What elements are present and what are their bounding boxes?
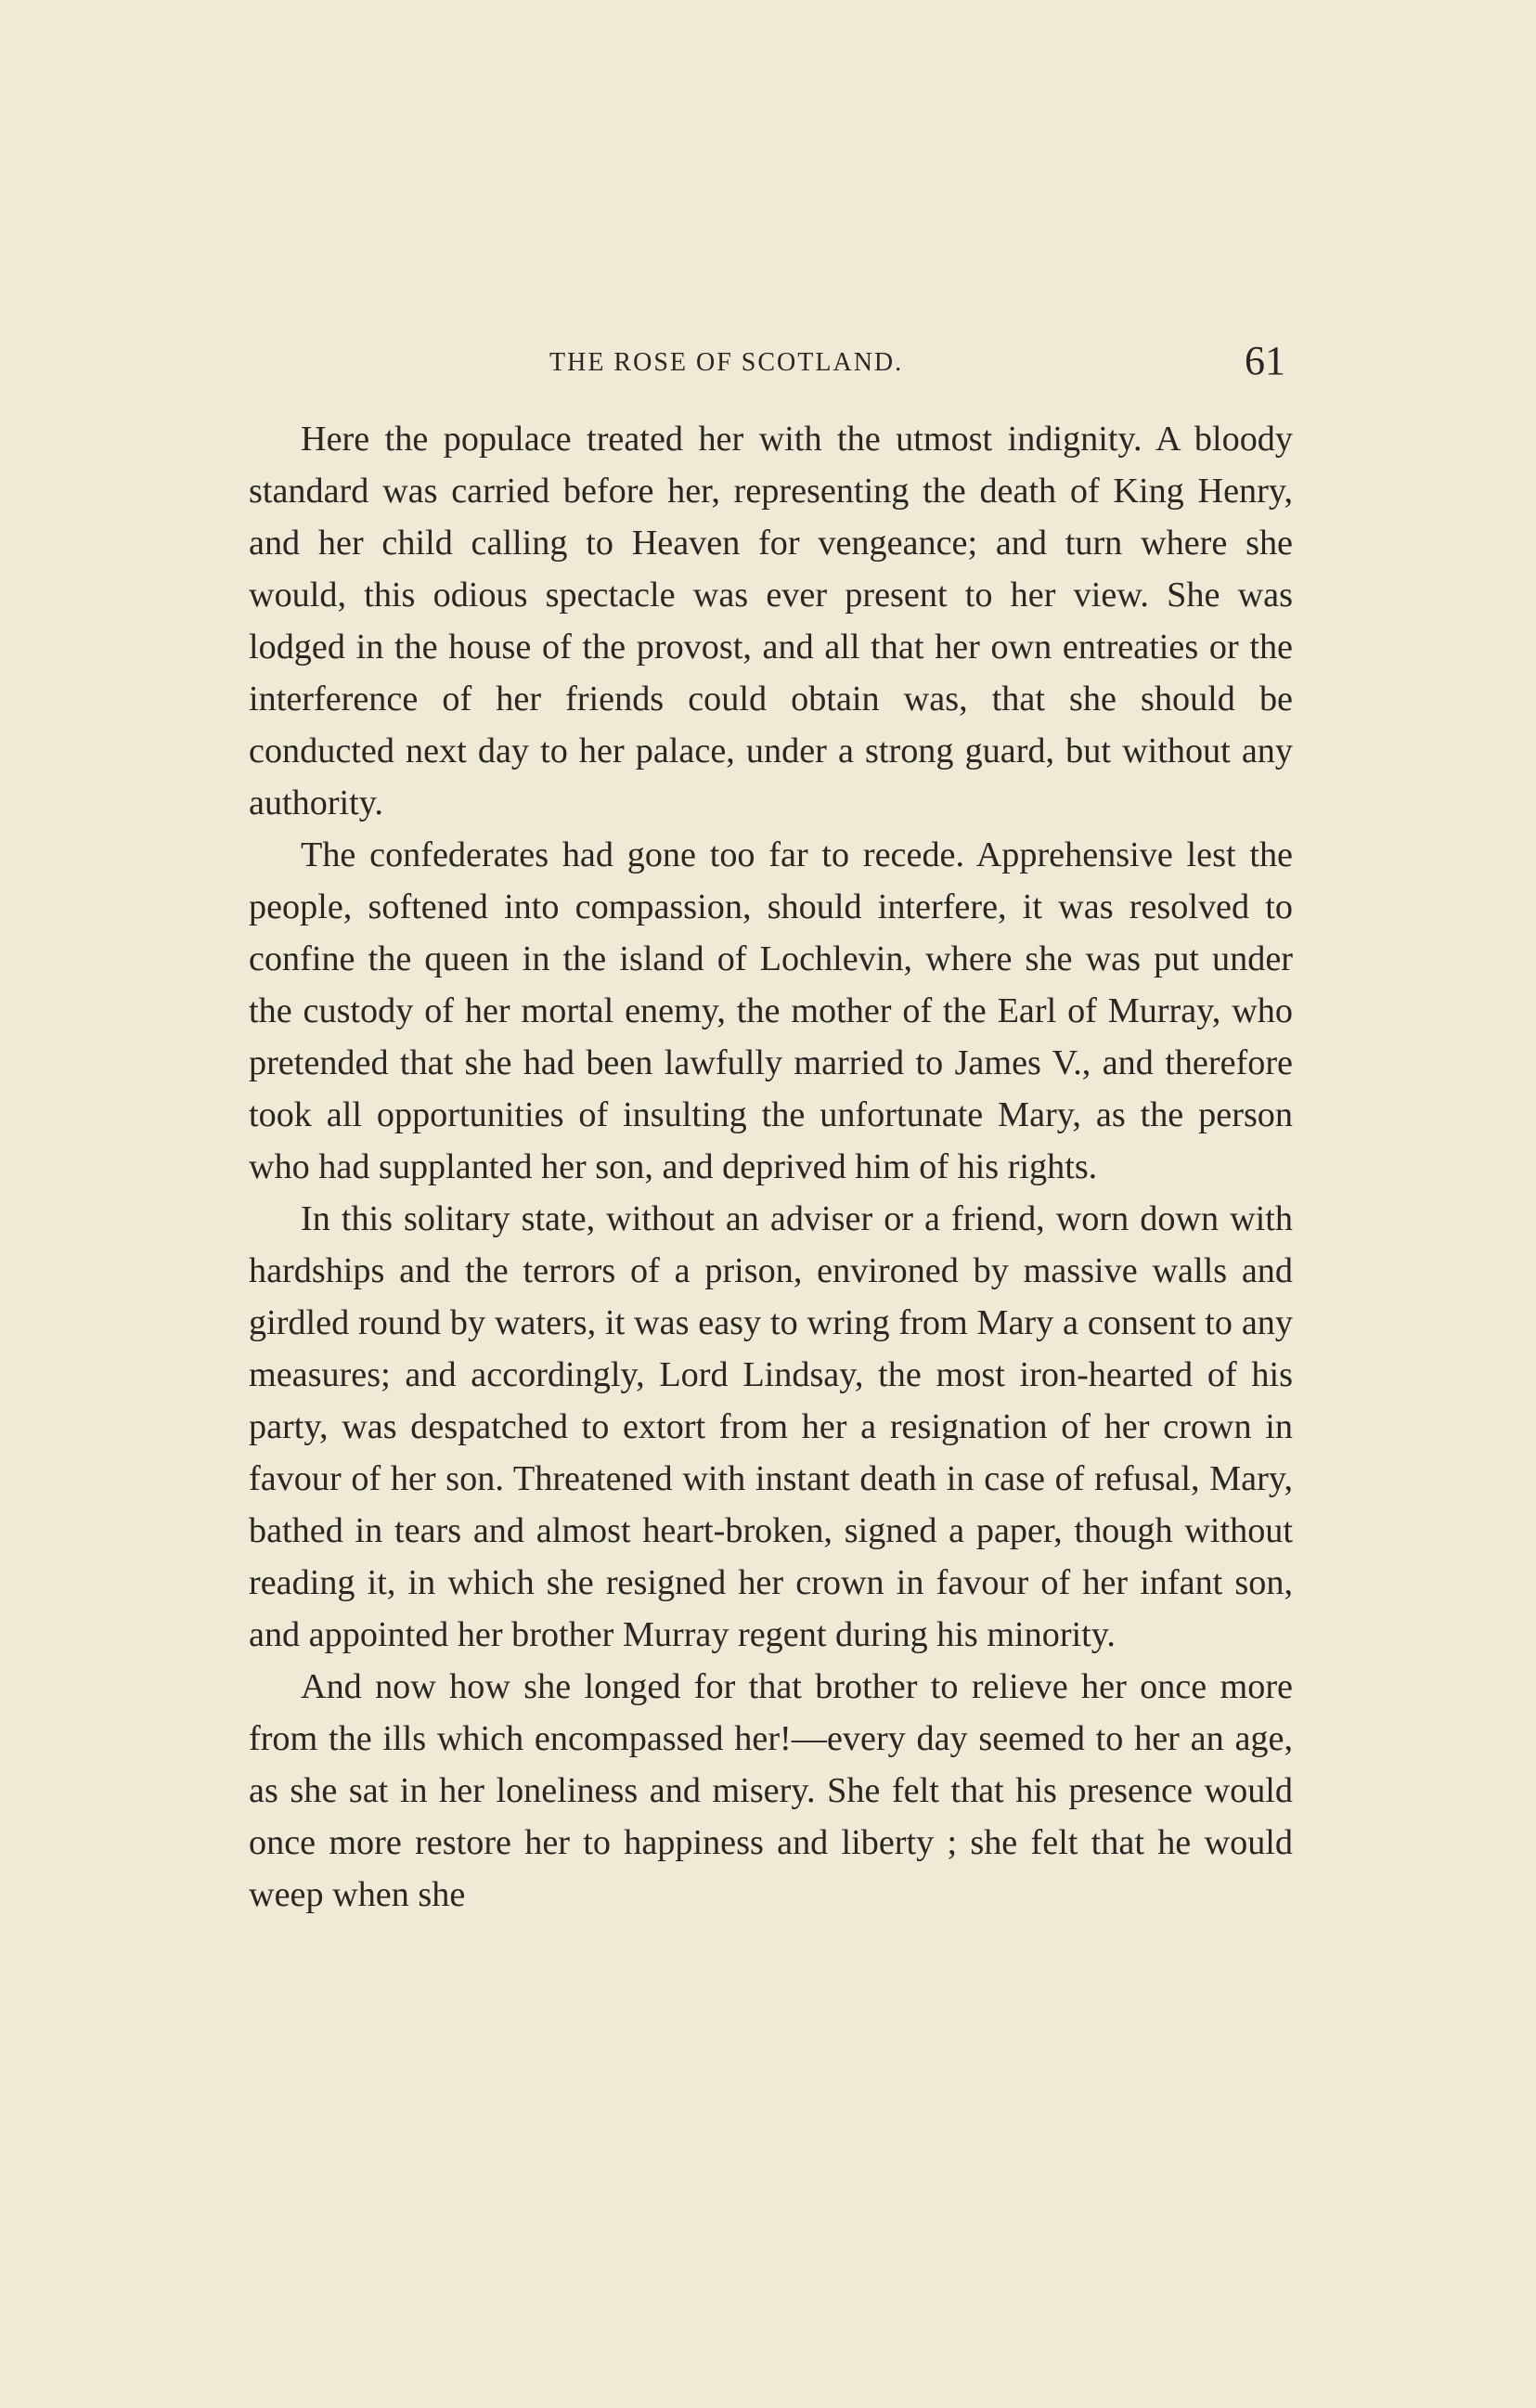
- page-number: 61: [1245, 338, 1285, 383]
- running-head: [249, 339, 1293, 395]
- paragraph-3: In this solitary state, without an adviser or a friend, worn down with hardships and the terrors of a prison, environed by massive walls and girdled round by waters, it was easy to wring from Mary a consent to any measures; and accordingly, Lord Lindsay, the most iron-hearted of his party, was despatched to extort from her a resignation of her crown in favour of her son. Threatened with instant death in case of refusal, Mary, bathed in tears and almost heart-broken, signed a paper, though without reading it, in which she resigned her crown in favour of her infant son, and appointed her brother Murray regent during his minority.: [249, 1199, 1293, 1654]
- paragraph-4: And now how she longed for that brother to relieve her once more from the ills which encompassed her!—every day seemed to her an age, as she sat in her loneliness and misery. She felt that his presence would once more restore her to happiness and liberty ; she felt that he would weep when she: [249, 1667, 1293, 1914]
- body-text: [249, 413, 1293, 1921]
- running-title: THE ROSE OF SCOTLAND.: [549, 348, 904, 377]
- paragraph-2: The confederates had gone too far to recede. Apprehensive lest the people, softened into compassion, should interfere, it was resolved to confine the queen in the island of Lochlevin, where she was put under the custody of her mortal enemy, the mother of the Earl of Murray, who pretended that she had been lawfully married to James V., and therefore took all opportunities of insulting the unfortunate Mary, as the person who had supplanted her son, and deprived him of his rights.: [249, 835, 1293, 1186]
- paragraph-1: Here the populace treated her with the utmost indignity. A bloody standard was carried before her, representing the death of King Henry, and her child calling to Heaven for vengeance; and turn where she would, this odious spectacle was ever present to her view. She was lodged in the house of the provost, and all that her own entreaties or the interference of her friends could obtain was, that she should be conducted next day to her palace, under a strong guard, but without any authority.: [249, 420, 1293, 822]
